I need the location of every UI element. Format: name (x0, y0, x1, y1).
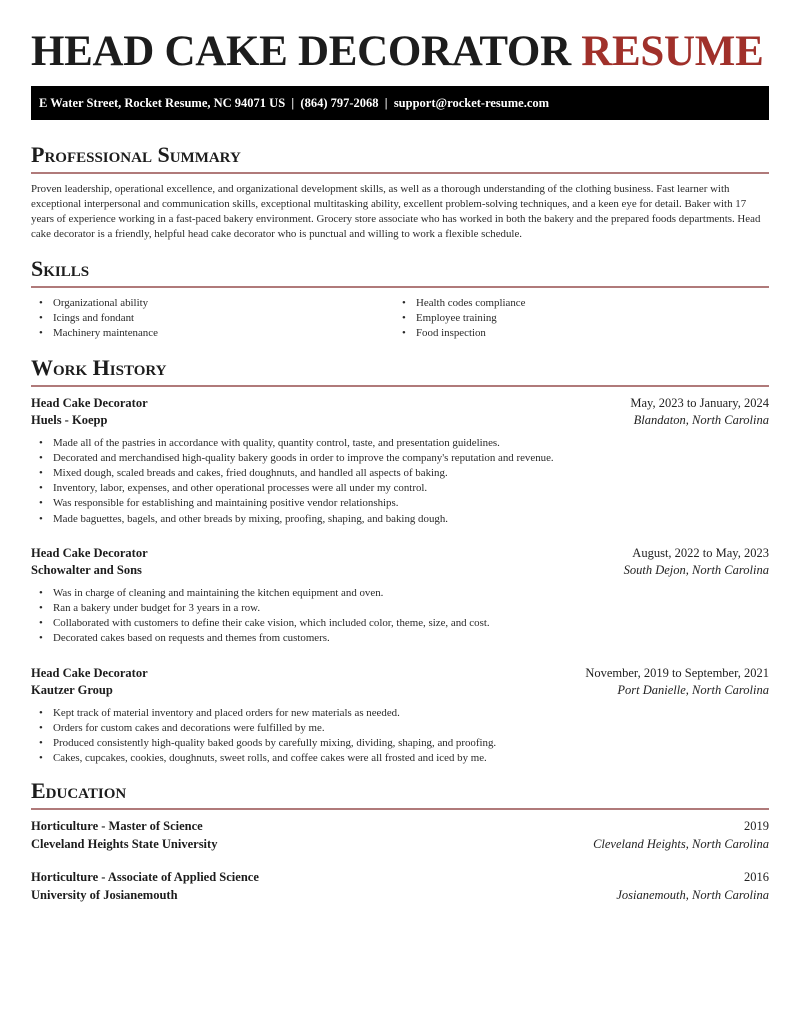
section-heading: Education (31, 778, 127, 804)
title-main: HEAD CAKE DECORATOR (31, 28, 571, 75)
graduation-year: 2016 (744, 870, 769, 885)
school-name: University of Josianemouth (31, 887, 178, 902)
job-bullet: • Made all of the pastries in accordance with quality, quantity control, taste, and presentation guidelines. (31, 436, 769, 451)
skill-item: • Icings and fondant (31, 311, 394, 326)
job-header (31, 545, 769, 563)
job-bullet: • Decorated and merchandised high-quality bakery goods in order to improve the company's reputation and revenue. (31, 451, 769, 466)
school-location: Josianemouth, North Carolina (616, 887, 769, 902)
divider (31, 172, 769, 174)
work-section (31, 355, 769, 767)
job-location: South Dejon, North Carolina (623, 563, 769, 578)
skills-list-left (31, 296, 394, 342)
education-entry (31, 869, 769, 904)
job-bullet: • Mixed dough, scaled breads and cakes, fried doughnuts, and handled all aspects of baking. (31, 466, 769, 481)
education-header (31, 818, 769, 836)
job-dates: August, 2022 to May, 2023 (632, 545, 769, 560)
contact-bar (31, 86, 769, 120)
job-dates: May, 2023 to January, 2024 (630, 395, 769, 410)
job-header (31, 665, 769, 683)
skills-section (31, 256, 769, 342)
skill-item: • Health codes compliance (394, 296, 757, 311)
job-bullet: • Ran a bakery under budget for 3 years in a row. (31, 601, 769, 616)
degree: Horticulture - Master of Science (31, 819, 203, 834)
job-subheader (31, 562, 769, 580)
education-subheader (31, 836, 769, 854)
skill-item: • Machinery maintenance (31, 326, 394, 341)
section-heading: Work History (31, 354, 167, 380)
job-entry (31, 665, 769, 767)
job-bullet: • Decorated cakes based on requests and themes from customers. (31, 631, 769, 646)
job-entry (31, 545, 769, 647)
section-heading: Professional Summary (31, 142, 241, 167)
job-title: Head Cake Decorator (31, 665, 148, 680)
summary-section (31, 142, 769, 242)
job-bullet: • Inventory, labor, expenses, and other operational processes were all under my control. (31, 481, 769, 496)
section-heading: Skills (31, 256, 90, 281)
skill-item: • Organizational ability (31, 296, 394, 311)
graduation-year: 2019 (744, 819, 769, 834)
skills-list-right (394, 296, 757, 342)
job-bullets (31, 706, 769, 767)
job-dates: November, 2019 to September, 2021 (585, 665, 769, 680)
company-name: Huels - Koepp (31, 413, 108, 428)
title-accent: RESUME (581, 28, 764, 75)
contact-address: E Water Street, Rocket Resume, NC 94071 US (39, 96, 286, 110)
job-title: Head Cake Decorator (31, 545, 148, 560)
company-name: Schowalter and Sons (31, 563, 142, 578)
job-bullet: • Produced consistently high-quality baked goods by carefully mixing, dividing, shaping, and proofing. (31, 736, 769, 751)
school-name: Cleveland Heights State University (31, 836, 218, 851)
divider (31, 286, 769, 288)
skill-item: • Food inspection (394, 326, 757, 341)
job-location: Blandaton, North Carolina (633, 413, 769, 428)
separator: | (384, 96, 388, 110)
company-name: Kautzer Group (31, 683, 113, 698)
job-bullet: • Kept track of material inventory and placed orders for new materials as needed. (31, 706, 769, 721)
job-bullet: • Cakes, cupcakes, cookies, doughnuts, sweet rolls, and coffee cakes were all frosted and iced by me. (31, 751, 769, 766)
divider (31, 385, 769, 387)
job-location: Port Danielle, North Carolina (617, 683, 769, 698)
job-header (31, 395, 769, 413)
job-bullet: • Was in charge of cleaning and maintaining the kitchen equipment and oven. (31, 586, 769, 601)
school-location: Cleveland Heights, North Carolina (593, 836, 769, 851)
job-bullets (31, 436, 769, 527)
summary-text: Proven leadership, operational excellence, and organizational development skills, as well as a thorough understanding of the clothing business. Fast learner with exceptional interpersonal and communication skills, exceptional multitasking ability, excellent problem-solving techniques, and a keen eye for detail. Baker with 17 years of experience working in a fast-paced bakery environment. Grocery store associate who has worked in both the bakery and the prepared foods departments. Head cake decorator is a friendly, helpful head cake decorator who is punctual and willing to work a flexible schedule. (31, 183, 761, 240)
separator: | (291, 96, 295, 110)
resume-title (31, 30, 769, 74)
education-entry (31, 818, 769, 853)
job-bullet: • Made baguettes, bagels, and other breads by mixing, proofing, shaping, and baking dough. (31, 512, 769, 527)
resume-page (31, 0, 769, 904)
job-subheader (31, 412, 769, 430)
job-bullet: • Orders for custom cakes and decorations were fulfilled by me. (31, 721, 769, 736)
education-header (31, 869, 769, 887)
divider (31, 808, 769, 810)
degree: Horticulture - Associate of Applied Science (31, 870, 259, 885)
job-bullet: • Collaborated with customers to define their cake vision, which included color, theme, size, and cost. (31, 616, 769, 631)
job-entry (31, 395, 769, 527)
job-bullets (31, 586, 769, 647)
contact-phone: (864) 797-2068 (300, 96, 379, 110)
job-subheader (31, 682, 769, 700)
contact-email: support@rocket-resume.com (393, 96, 550, 110)
skill-item: • Employee training (394, 311, 757, 326)
job-bullet: • Was responsible for establishing and maintaining positive vendor relationships. (31, 496, 769, 511)
education-section (31, 778, 769, 904)
job-title: Head Cake Decorator (31, 395, 148, 410)
education-subheader (31, 887, 769, 905)
